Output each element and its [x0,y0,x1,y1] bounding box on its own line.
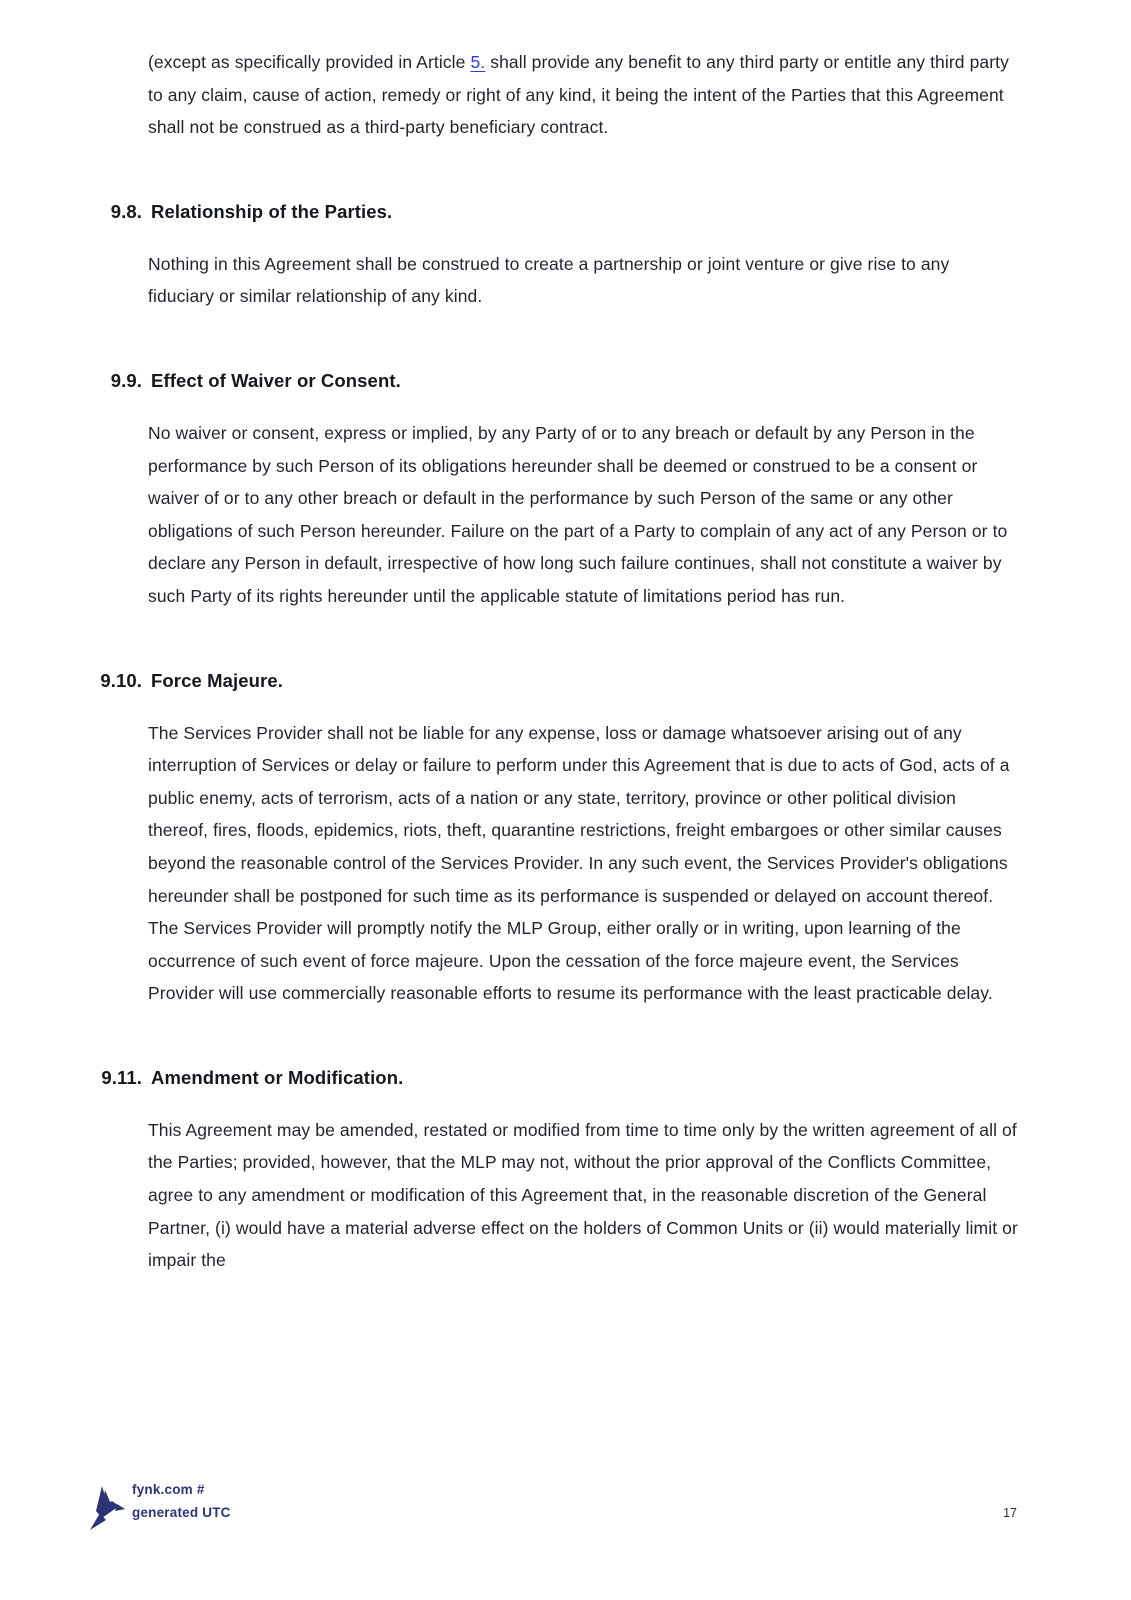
document-content [0,46,1131,1277]
section-paragraph: This Agreement may be amended, restated or modified from time to time only by the written agreement of all of the Parties; provided, however, that the MLP may not, without the prior approval of the Conflicts Committee, agree to any amendment or modification of this Agreement that, in the reasonable discretion of the General Partner, (i) would have a material adverse effect on the holders of Common Units or (ii) would materially limit or impair the [148,1119,1018,1271]
section-paragraph: The Services Provider shall not be liable for any expense, loss or damage whatsoever arising out of any interruption of Services or delay or failure to perform under this Agreement that is due to acts of God, acts of a public enemy, acts of terrorism, acts of a nation or any state, territory, province or other political division thereof, fires, floods, epidemics, riots, theft, quarantine restrictions, freight embargoes or other similar causes beyond the reasonable control of the Services Provider. In any such event, the Services Provider's obligations hereunder shall be postponed for such time as its performance is suspended or delayed on account thereof. The Services Provider will promptly notify the MLP Group, either orally or in writing, upon learning of the occurrence of such event of force majeure. Upon the cessation of the force majeure event, the Services Provider will use commercially reasonable efforts to resume its performance with the least practicable delay. [148,722,1010,1004]
section-number: 9.10. [100,669,142,691]
intro-paragraph [148,46,1019,144]
brand-line-2: generated UTC [132,1505,231,1520]
section-number: 9.11. [101,1066,142,1088]
intro-text-after-link: shall provide any benefit to any third party or entitle any third party to any claim, cause of action, remedy or right of any kind, it being the intent of the Parties that this Agreement shall not be construed as a third-party beneficiary contract. [148,52,1009,138]
fynk-logo-icon [88,1480,126,1532]
section-9-9 [0,364,1131,613]
page-footer [0,1478,1131,1548]
section-heading [0,364,1131,397]
section-title: Effect of Waiver or Consent. [151,369,401,391]
section-title: Force Majeure. [151,669,283,691]
section-9-8 [0,195,1131,313]
article-5-link[interactable]: 5. [470,52,486,72]
fynk-brand [88,1478,231,1532]
section-paragraph: Nothing in this Agreement shall be construed to create a partnership or joint venture or give rise to any fiduciary or similar relationship of any kind. [148,253,950,307]
section-heading [0,1061,1131,1094]
intro-text-before-link: (except as specifically provided in Article [148,52,471,72]
section-paragraph: No waiver or consent, express or implied, by any Party of or to any breach or default by any Person in the performance by such Person of its obligations hereunder shall be deemed or construed to be a consent or waiver of or to any other breach or default in the performance by such Person of the same or any other obligations of such Person hereunder. Failure on the part of a Party to complain of any act of any Person or to declare any Person in default, irrespective of how long such failure continues, shall not constitute a waiver by such Party of its rights hereunder until the applicable statute of limitations period has run. [148,422,1008,606]
section-title: Relationship of the Parties. [151,200,393,222]
section-9-11 [0,1061,1131,1277]
brand-line-1: fynk.com # [132,1482,205,1497]
brand-text [132,1478,231,1524]
section-heading [0,664,1131,697]
page-number: 17 [1003,1506,1017,1520]
section-title: Amendment or Modification. [151,1066,404,1088]
section-number: 9.9. [110,369,142,391]
section-heading [0,195,1131,228]
section-number: 9.8. [110,200,142,222]
section-9-10 [0,664,1131,1010]
